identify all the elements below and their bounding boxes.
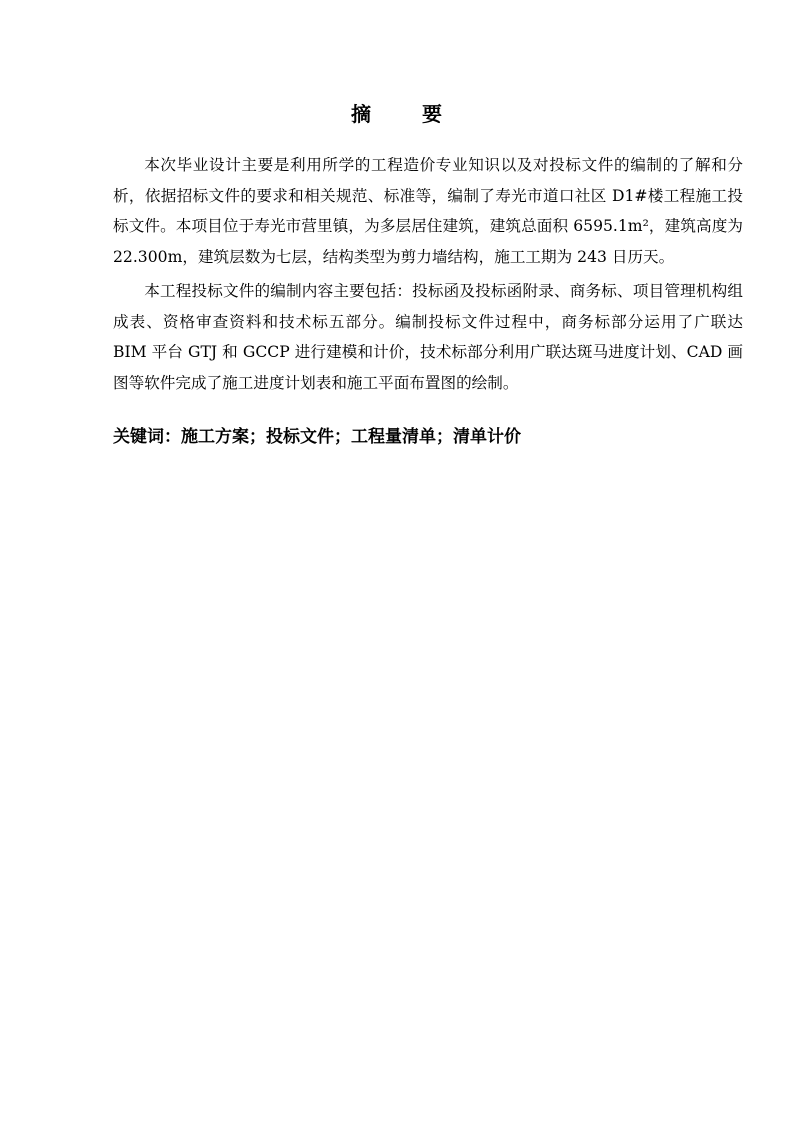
abstract-paragraph-1: 本次毕业设计主要是利用所学的工程造价专业知识以及对投标文件的编制的了解和分析，依据招标文件的要求和相关规范、标准等，编制了寿光市道口社区 D1#楼工程施工投标文件。本项目位于寿光市营里镇，为多层居住建筑，建筑总面积 6595.1m²，建筑高度为 22.300m，建筑层数为七层，结构类型为剪力墙结构，施工工期为 243 日历天。	[113, 156, 743, 266]
abstract-paragraph-2: 本工程投标文件的编制内容主要包括：投标函及投标函附录、商务标、项目管理机构组成表、资格审查资料和技术标五部分。编制投标文件过程中，商务标部分运用了广联达 BIM 平台 GTJ 和 GCCP 进行建模和计价，技术标部分利用广联达斑马进度计划、CAD 画图等软件完成了施工进度计划表和施工平面布置图的绘制。	[113, 282, 743, 392]
keywords-line: 关键词：施工方案；投标文件；工程量清单；清单计价	[113, 427, 521, 447]
abstract-body	[113, 150, 743, 402]
abstract-title: 摘 要	[351, 102, 464, 126]
